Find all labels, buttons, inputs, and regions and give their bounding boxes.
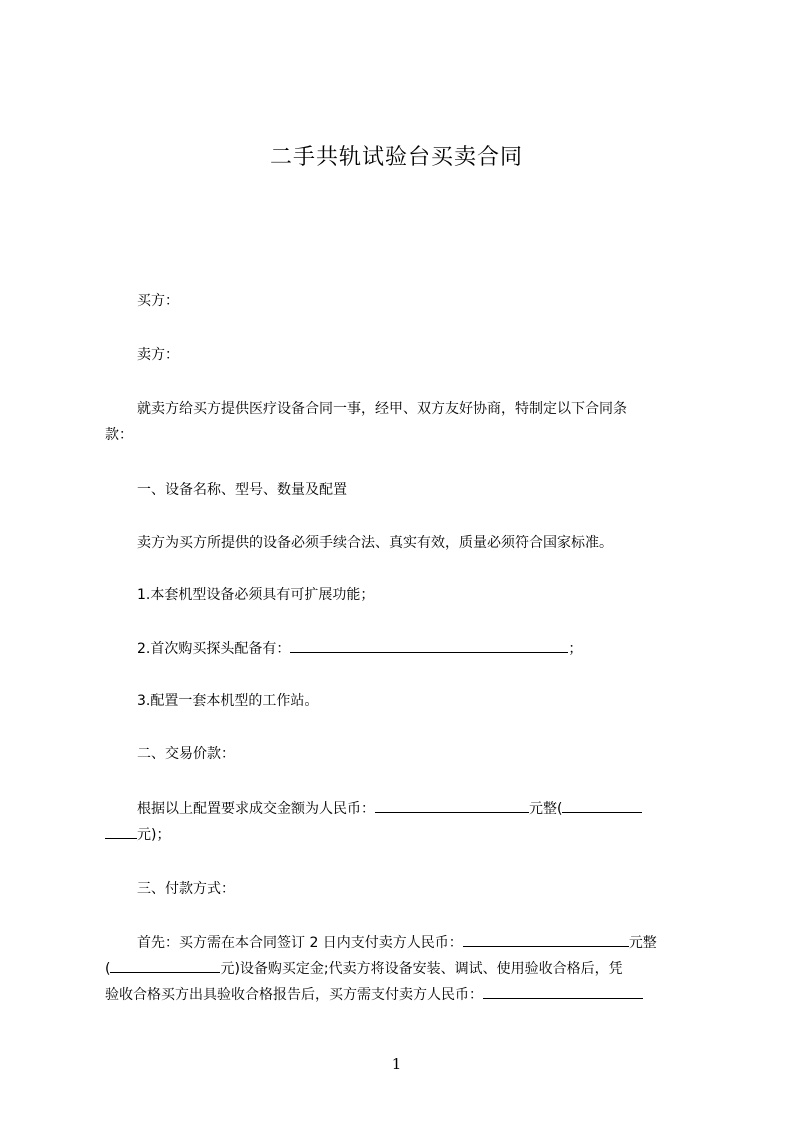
intro-line-2: 款： [105,427,133,443]
payment-line-1 [137,929,657,956]
section-2-heading: 二、交易价款： [137,746,235,762]
section-1-heading: 一、设备名称、型号、数量及配置 [137,482,347,498]
payment-line-2-text: 元)设备购买定金;代卖方将设备安装、调试、使用验收合格后，凭 [220,961,623,977]
probe-config-blank [290,635,568,653]
intro-line-1: 就卖方给买方提供医疗设备合同一事，经甲、双方友好协商，特制定以下合同条 [137,401,627,417]
page-number: 1 [391,1055,402,1073]
seller-label: 卖方： [137,347,179,363]
buyer-label: 买方： [137,293,179,309]
item-3: 3.配置一套本机型的工作站。 [137,693,319,709]
price-end: 元)； [137,827,171,843]
item-1: 1.本套机型设备必须具有可扩展功能； [137,587,375,603]
deposit-words-blank [110,955,220,973]
item-2-end: ； [568,641,583,657]
final-payment-blank [483,981,643,999]
price-line [137,795,642,822]
deposit-amount-blank [463,929,629,947]
document-title: 二手共轨试验台买卖合同 [269,145,523,170]
price-line-2 [105,821,170,848]
payment-line-2-open: ( [105,961,111,977]
payment-line-2 [105,955,623,982]
payment-line-3-text: 验收合格买方出具验收合格报告后，买方需支付卖方人民币： [105,987,483,1003]
item-2-line [137,635,582,662]
price-text: 根据以上配置要求成交金额为人民币： [137,801,375,817]
item-2-label: 2.首次购买探头配备有： [137,641,291,657]
section-1-body: 卖方为买方所提供的设备必须手续合法、真实有效，质量必须符合国家标准。 [137,535,613,551]
payment-line-1-text: 首先：买方需在本合同签订 2 日内支付卖方人民币： [137,935,463,951]
price-words-blank-2 [105,821,137,839]
price-amount-blank [375,795,529,813]
payment-line-3 [105,981,643,1008]
price-words-blank-1 [562,795,642,813]
section-3-heading: 三、付款方式： [137,881,235,897]
payment-line-1-unit: 元整 [628,935,657,951]
price-unit: 元整( [529,801,563,817]
